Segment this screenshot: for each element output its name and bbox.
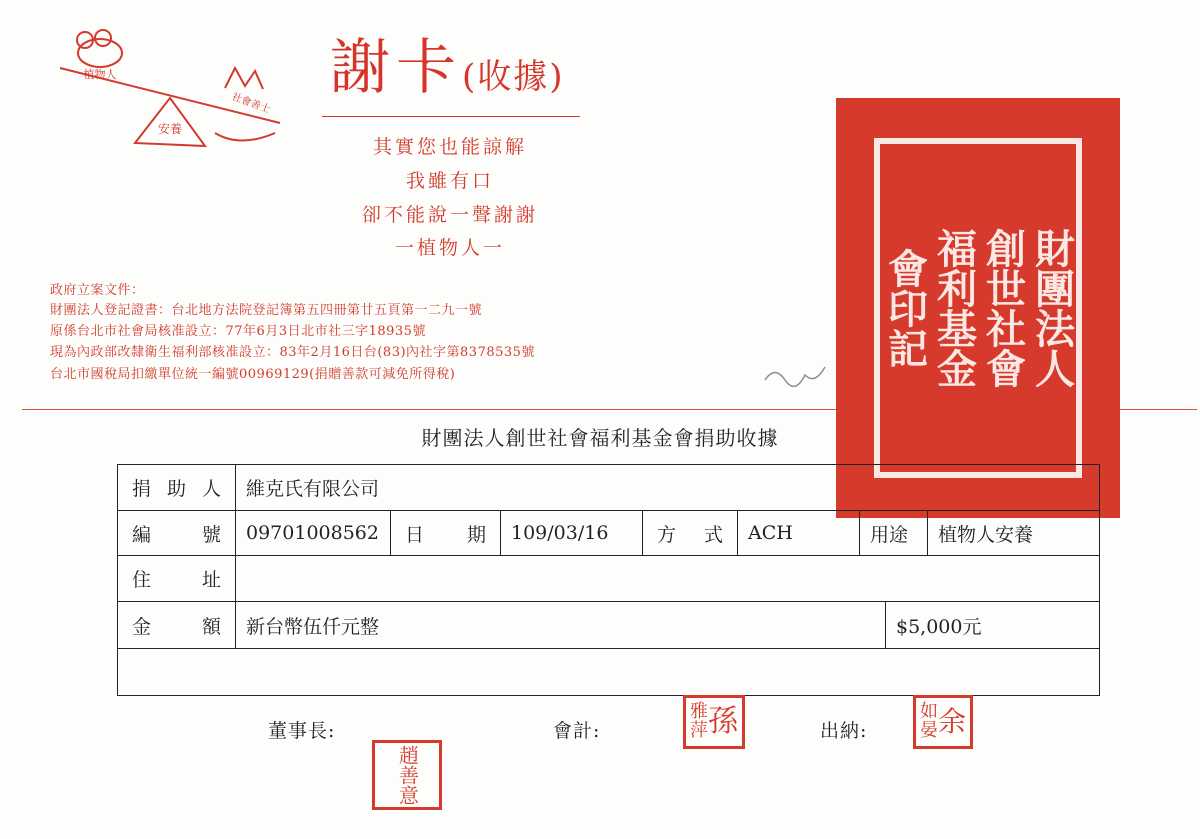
receipt-table xyxy=(117,464,1100,696)
cashier-stamp xyxy=(913,695,973,749)
amount-label xyxy=(118,602,236,648)
stamp-char: 如 xyxy=(919,701,938,723)
poem-line-4: 一植物人一 xyxy=(394,237,505,259)
stamp-char: 余 xyxy=(937,705,966,739)
registration-line: 現為內政部改隸衛生福利部核准設立：83年2月16日台(83)內社字第8378535號 xyxy=(50,345,535,360)
label-char: 日 xyxy=(405,523,425,546)
row-donor xyxy=(118,465,1099,511)
registration-heading: 政府立案文件： xyxy=(50,283,145,298)
donor-label xyxy=(118,465,236,510)
row-amount xyxy=(118,602,1099,649)
label-char: 方 xyxy=(657,523,677,546)
seal-column-4: 會印記 xyxy=(881,248,929,368)
date-value: 109/03/16 xyxy=(501,511,643,555)
method-label xyxy=(643,511,738,555)
row-address xyxy=(118,556,1099,602)
purpose-label: 用途 xyxy=(860,511,928,555)
form-title: 財團法人創世社會福利基金會捐助收據 xyxy=(421,426,779,450)
seal-column-1: 財團法人 xyxy=(1028,228,1076,388)
seal-column-2: 創世社會 xyxy=(979,228,1027,388)
title-sub: (收據) xyxy=(462,57,565,97)
stamp-char: 孫 xyxy=(708,704,738,740)
chairman-label: 董事長: xyxy=(268,720,336,742)
poem-line-2: 我雖有口 xyxy=(405,170,494,192)
number-label xyxy=(118,511,236,555)
accountant-label: 會計: xyxy=(553,720,601,742)
method-value: ACH xyxy=(738,511,860,555)
donor-value: 維克氏有限公司 xyxy=(246,478,380,500)
label-char: 址 xyxy=(201,569,221,591)
label-char: 期 xyxy=(466,523,486,546)
number-value: 09701008562 xyxy=(236,511,391,555)
row-details xyxy=(118,511,1099,556)
label-char: 編 xyxy=(132,523,152,546)
seal-column-3: 福利基金 xyxy=(930,228,978,388)
label-char: 金 xyxy=(132,615,152,638)
label-char: 式 xyxy=(703,523,723,546)
label-char: 助 xyxy=(166,478,186,500)
title-rule xyxy=(322,116,580,117)
row-blank xyxy=(118,649,1099,695)
accountant-stamp xyxy=(683,695,745,749)
stamp-char: 萍 xyxy=(690,720,708,741)
label-char: 捐 xyxy=(132,478,152,500)
foundation-seal xyxy=(836,98,1120,518)
purpose-value: 植物人安養 xyxy=(938,523,1034,546)
amount-words: 新台幣伍仟元整 xyxy=(236,602,886,648)
registration-line: 台北市國稅局扣繳單位統一編號00969129(捐贈善款可減免所得稅) xyxy=(50,367,456,382)
address-label xyxy=(118,556,236,601)
poem-line-1: 其實您也能諒解 xyxy=(372,136,527,158)
pen-mark xyxy=(760,360,830,400)
address-value xyxy=(236,556,1099,601)
seesaw-logo xyxy=(55,28,285,158)
title-main: 謝卡 xyxy=(330,33,462,103)
logo-label-fulcrum: 安養 xyxy=(157,122,183,136)
amount-numeric: $5,000元 xyxy=(896,615,982,638)
label-char: 住 xyxy=(132,569,152,591)
logo-label-left: 植物人 xyxy=(83,68,117,81)
label-char: 額 xyxy=(201,615,221,638)
stamp-char: 雅 xyxy=(690,701,708,723)
logo-label-right: 社會善士 xyxy=(230,91,272,116)
label-char: 人 xyxy=(201,478,221,500)
date-label xyxy=(391,511,501,555)
chairman-stamp: 趙善意 xyxy=(372,740,442,810)
cashier-label: 出納: xyxy=(820,720,868,742)
registration-line: 原係台北市社會局核准設立：77年6月3日北市社三字18935號 xyxy=(50,324,426,339)
registration-line: 財團法人登記證書：台北地方法院登記簿第五四冊第廿五頁第一二九一號 xyxy=(50,303,483,318)
page-title xyxy=(330,20,565,106)
poem-line-3: 卻不能說一聲謝謝 xyxy=(361,204,538,226)
stamp-char: 晏 xyxy=(919,720,938,741)
label-char: 號 xyxy=(201,523,221,546)
